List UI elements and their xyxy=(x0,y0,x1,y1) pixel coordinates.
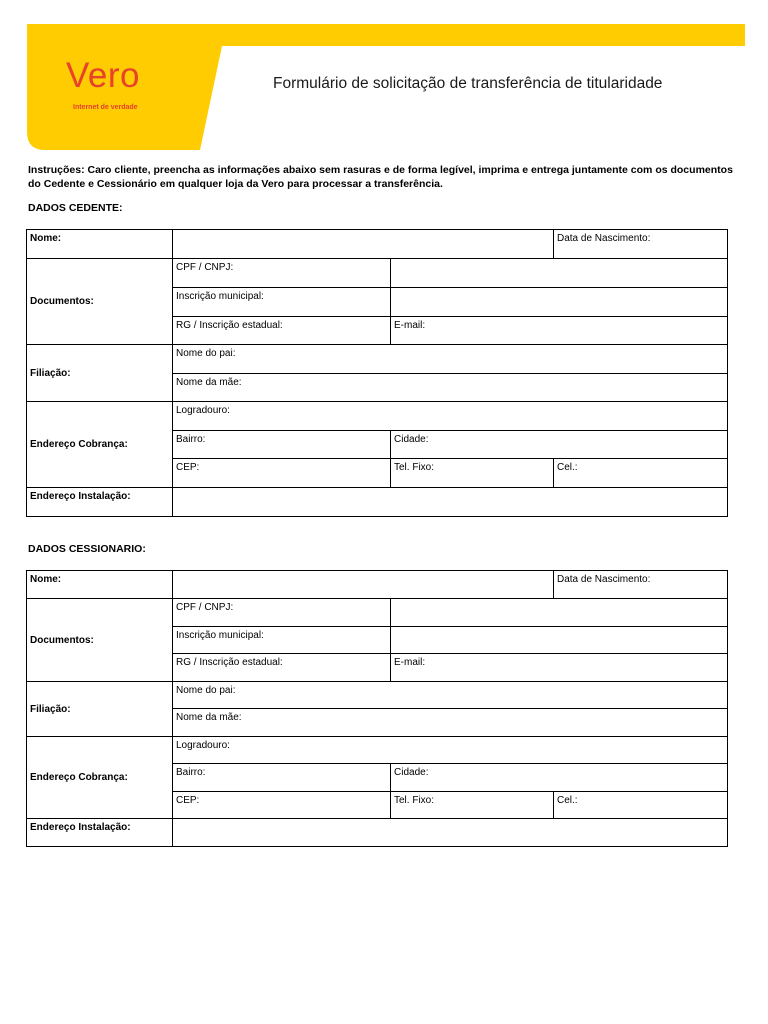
cedente-rg-field[interactable]: RG / Inscrição estadual: xyxy=(173,317,391,345)
vero-logo: Vero xyxy=(66,56,140,95)
label-cpf-cnpj: CPF / CNPJ: xyxy=(173,599,391,627)
cessionario-nome-field[interactable] xyxy=(173,571,554,599)
label-endereco-cobranca: Endereço Cobrança: xyxy=(27,402,173,488)
cessionario-data-nascimento-field[interactable]: Data de Nascimento: xyxy=(554,571,728,599)
cedente-nome-pai-field[interactable]: Nome do pai: xyxy=(173,345,728,374)
cedente-bairro-field[interactable]: Bairro: xyxy=(173,431,391,459)
label-cpf-cnpj: CPF / CNPJ: xyxy=(173,259,391,288)
cedente-cidade-field[interactable]: Cidade: xyxy=(391,431,728,459)
label-documentos: Documentos: xyxy=(27,259,173,345)
label-endereco-cobranca: Endereço Cobrança: xyxy=(27,737,173,819)
label-nome: Nome: xyxy=(27,230,173,259)
cessionario-email-field[interactable]: E-mail: xyxy=(391,654,728,682)
cessionario-cep-field[interactable]: CEP: xyxy=(173,792,391,819)
cessionario-inscricao-municipal-field[interactable] xyxy=(391,627,728,654)
cedente-tel-fixo-field[interactable]: Tel. Fixo: xyxy=(391,459,554,488)
cessionario-logradouro-field[interactable]: Logradouro: xyxy=(173,737,728,764)
label-inscricao-municipal: Inscrição municipal: xyxy=(173,627,391,654)
cedente-inscricao-municipal-field[interactable] xyxy=(391,288,728,317)
cedente-form-table xyxy=(26,229,728,517)
cedente-data-nascimento-field[interactable]: Data de Nascimento: xyxy=(554,230,728,259)
cessionario-cel-field[interactable]: Cel.: xyxy=(554,792,728,819)
cessionario-rg-field[interactable]: RG / Inscrição estadual: xyxy=(173,654,391,682)
label-endereco-instalacao: Endereço Instalação: xyxy=(27,488,173,517)
label-filiacao: Filiação: xyxy=(27,345,173,402)
instructions-text: Instruções: Caro cliente, preencha as informações abaixo sem rasuras e de forma legível, imprima e entrega juntamente com os documentos do Cedente e Cessionário em qualquer loja da Vero para processar a transferência. xyxy=(28,164,733,190)
label-nome: Nome: xyxy=(27,571,173,599)
cedente-cpf-cnpj-field[interactable] xyxy=(391,259,728,288)
cessionario-form-table xyxy=(26,570,728,847)
cessionario-endereco-instalacao-field[interactable] xyxy=(173,819,728,847)
cessionario-bairro-field[interactable]: Bairro: xyxy=(173,764,391,792)
section-title-cessionario: DADOS CESSIONARIO: xyxy=(28,543,146,555)
section-title-cedente: DADOS CEDENTE: xyxy=(28,202,123,214)
cedente-cel-field[interactable]: Cel.: xyxy=(554,459,728,488)
header xyxy=(0,0,768,160)
cessionario-cpf-cnpj-field[interactable] xyxy=(391,599,728,627)
cessionario-cidade-field[interactable]: Cidade: xyxy=(391,764,728,792)
cedente-endereco-instalacao-field[interactable] xyxy=(173,488,728,517)
cessionario-nome-mae-field[interactable]: Nome da mãe: xyxy=(173,709,728,737)
label-filiacao: Filiação: xyxy=(27,682,173,737)
label-documentos: Documentos: xyxy=(27,599,173,682)
cessionario-tel-fixo-field[interactable]: Tel. Fixo: xyxy=(391,792,554,819)
logo-tagline: Internet de verdade xyxy=(73,104,138,111)
cessionario-nome-pai-field[interactable]: Nome do pai: xyxy=(173,682,728,709)
label-inscricao-municipal: Inscrição municipal: xyxy=(173,288,391,317)
cedente-cep-field[interactable]: CEP: xyxy=(173,459,391,488)
document-title: Formulário de solicitação de transferência de titularidade xyxy=(273,75,663,92)
cedente-nome-mae-field[interactable]: Nome da mãe: xyxy=(173,374,728,402)
label-endereco-instalacao: Endereço Instalação: xyxy=(27,819,173,847)
cedente-nome-field[interactable] xyxy=(173,230,554,259)
cedente-email-field[interactable]: E-mail: xyxy=(391,317,728,345)
cedente-logradouro-field[interactable]: Logradouro: xyxy=(173,402,728,431)
